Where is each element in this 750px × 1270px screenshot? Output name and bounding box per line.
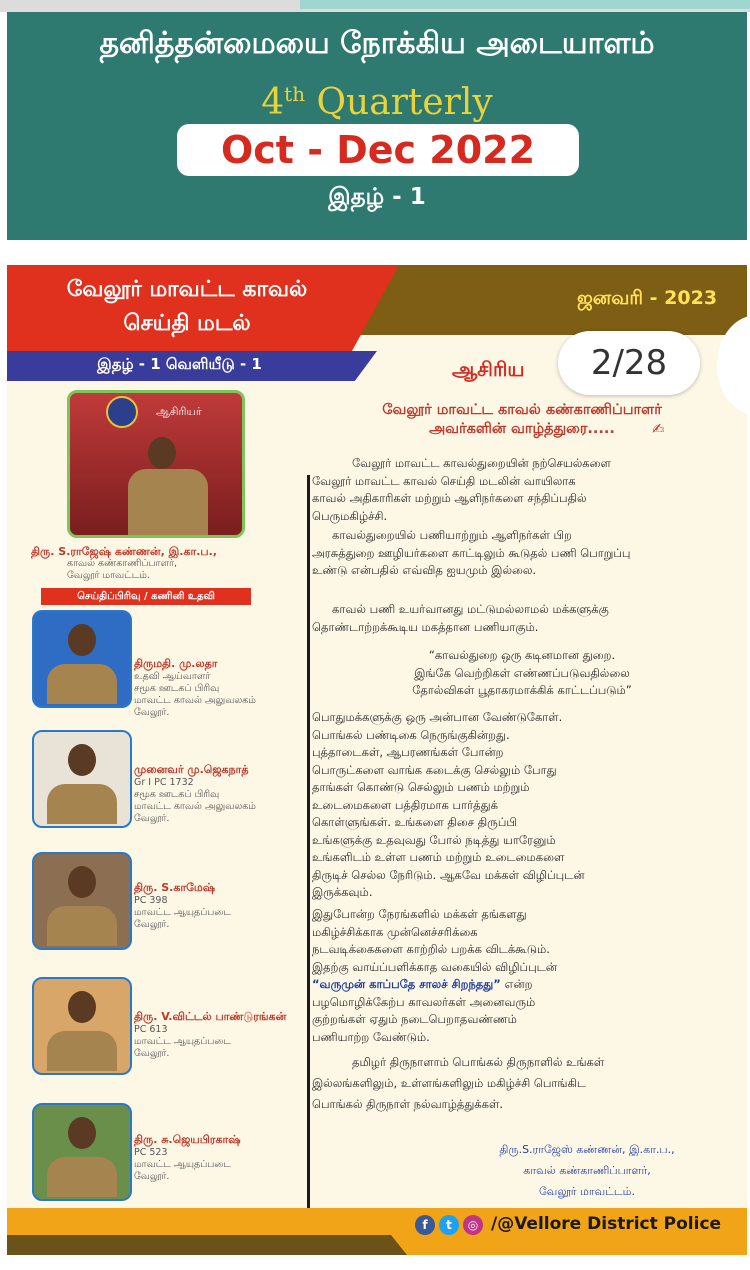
staff-name-5: திரு. சு.ஜெயபிரகாஷ்: [134, 1133, 241, 1146]
column-divider: [307, 475, 310, 1211]
facebook-icon[interactable]: f: [415, 1215, 435, 1235]
section-tag: செய்திப்பிரிவு / கணினி உதவி: [41, 588, 251, 605]
staff-name-1: திருமதி. மு.லதா: [134, 657, 218, 670]
staff-detail: சமூக ஊடகப் பிரிவு: [134, 789, 220, 800]
paragraph-line: காவல் அதிகாரிகள் மற்றும் ஆளிநர்களை சந்திப்பதில்: [312, 491, 587, 505]
uniform-shape: [47, 906, 117, 946]
newsletter-title-line1: வேலூர் மாவட்ட காவல்: [66, 277, 308, 302]
quarter-label: [7, 82, 747, 123]
paragraph-line: பெருமகிழ்ச்சி.: [312, 508, 388, 523]
staff-photo-5: [32, 1103, 132, 1201]
staff-detail: வேலூர்.: [134, 1171, 170, 1182]
newsletter-title-line2: செய்தி மடல்: [123, 311, 251, 336]
signature-district: வேலூர் மாவட்டம்.: [538, 1185, 636, 1198]
paragraph-line: வேலூர் மாவட்ட காவல்துறையின் நற்செயல்களை: [352, 456, 611, 470]
social-handle[interactable]: /@Vellore District Police: [491, 1214, 722, 1234]
paragraph-line: புத்தாடைகள், ஆபரணங்கள் போன்ற: [312, 745, 504, 759]
footer-dark-band: [7, 1235, 407, 1255]
staff-detail: PC 523: [134, 1147, 168, 1158]
cover-title: தனித்தன்மையை நோக்கிய அடையாளம்: [99, 26, 655, 61]
quarter-word: Quarterly: [316, 82, 493, 123]
paragraph-line: பொங்கல் திருநாள் நல்வாழ்த்துக்கள்.: [312, 1097, 504, 1111]
instagram-icon[interactable]: ◎: [463, 1215, 483, 1235]
staff-detail: Gr I PC 1732: [134, 777, 194, 788]
staff-detail: சமூக ஊடகப் பிரிவு: [134, 683, 220, 694]
twitter-icon[interactable]: t: [439, 1215, 459, 1235]
paragraph-line: கொள்ளுங்கள். உங்களை திசை திருப்பி: [312, 815, 517, 829]
paragraph-line: குற்றங்கள் ஏதும் நடைபெறாதவண்ணம்: [312, 1012, 517, 1026]
paragraph-line: நடவடிக்கைகளை காற்றில் பறக்க விடக்கூடும்.: [312, 942, 550, 956]
editorial-label: ஆசிரிய: [452, 357, 525, 381]
paragraph-line: பழமொழிக்கேற்ப காவலர்கள் அனைவரும்: [312, 994, 536, 1009]
staff-photo-1: [32, 610, 132, 708]
newsletter-date: ஜனவரி - 2023: [576, 287, 718, 309]
paragraph-line: உங்களுக்கு உதவுவது போல் நடித்து யாரேனும்: [312, 832, 556, 847]
pen-icon: ✍: [652, 420, 665, 438]
staff-detail: வேலூர்.: [134, 707, 170, 718]
staff-detail: வேலூர்.: [134, 813, 170, 824]
cover-issue: இதழ் - 1: [328, 184, 426, 210]
quote-line: இங்கே வெற்றிகள் எண்ணப்படுவதில்லை: [414, 665, 630, 680]
person-icon: [68, 1117, 96, 1149]
paragraph-3: [312, 601, 609, 636]
page-counter: 2/28: [558, 331, 700, 395]
paragraph-1: [312, 455, 611, 525]
editor-designation: காவல் கண்காணிப்பாளர்,: [67, 558, 178, 569]
paragraph-line: மகிழ்ச்சிக்காக முன்னெச்சரிக்கை: [312, 924, 478, 939]
paragraph-line: இருக்கவும்.: [312, 885, 373, 899]
quote-block: [312, 647, 732, 700]
staff-photo-4: [32, 977, 132, 1075]
paragraph-line: பொருட்களை வாங்க கடைக்கு செல்லும் போது: [312, 762, 557, 777]
uniform-shape: [47, 784, 117, 824]
person-icon: [148, 437, 176, 469]
person-icon: [68, 744, 96, 776]
staff-name-4: திரு. V.விட்டல் பாண்டுரங்கன்: [134, 1010, 287, 1023]
police-crest-icon: [106, 396, 138, 428]
paragraph-4: [312, 709, 585, 902]
paragraph-line: வேலூர் மாவட்ட காவல் செய்தி மடலின் வாயிலாக: [312, 473, 576, 488]
quote-line: தோல்விகள் பூதாகரமாக்கிக் காட்டப்படும்”: [412, 683, 632, 697]
staff-detail: உதவி ஆய்வாளர்: [134, 671, 211, 682]
proverb: “வருமுன் காப்பதே சாலச் சிறந்தது”: [312, 977, 501, 991]
quote-line: “காவல்துறை ஒரு கடினமான துறை.: [428, 648, 616, 662]
staff-detail: வேலூர்.: [134, 919, 170, 930]
paragraph-2: [312, 527, 630, 580]
staff-photo-2: [32, 730, 132, 828]
paragraph-line: உடைமைகளை பத்திரமாக பார்த்துக்: [312, 797, 498, 812]
quarter-number: 4: [261, 82, 285, 123]
top-strip-accent: [300, 0, 750, 9]
paragraph-6: [312, 1052, 604, 1115]
uniform-shape: [47, 1031, 117, 1071]
uniform-shape: [47, 1157, 117, 1197]
headline-line2: அவர்களின் வாழ்த்துரை.....: [429, 421, 615, 437]
uniform-shape: [128, 469, 208, 535]
proverb-suffix: என்ற: [500, 977, 533, 991]
paragraph-line: இல்லங்களிலும், உள்ளங்களிலும் மகிழ்ச்சி பொங்கிட: [312, 1076, 587, 1090]
paragraph-5: [312, 906, 557, 1046]
paragraph-line: தாங்கள் கொண்டு செல்லும் பணம் மற்றும்: [312, 780, 530, 794]
signature-designation: காவல் கண்காணிப்பாளர்,: [523, 1164, 651, 1177]
signature-block: [437, 1139, 737, 1202]
staff-detail: PC 613: [134, 1024, 168, 1035]
paragraph-line: காவல்துறையில் பணியாற்றும் ஆளிநர்கள் பிற: [332, 528, 572, 542]
paragraph-line: காவல் பணி உயர்வானது மட்டுமல்லாமல் மக்களுக்கு: [332, 602, 609, 616]
staff-detail: மாவட்ட ஆயுதப்படை: [134, 907, 231, 918]
staff-name-3: திரு. S.காமேஷ்: [134, 881, 216, 894]
editor-name: திரு. S.ராஜேஷ் கண்ணன், இ.கா.ப.,: [31, 545, 217, 558]
paragraph-line: பொதுமக்களுக்கு ஒரு அன்பான வேண்டுகோள்.: [312, 710, 563, 724]
staff-photo-3: [32, 852, 132, 950]
staff-detail: மாவட்ட காவல் அலுவலகம்: [134, 801, 256, 812]
paragraph-line: இதுபோன்ற நேரங்களில் மக்கள் தங்களது: [312, 907, 527, 921]
staff-detail: வேலூர்.: [134, 1048, 170, 1059]
period-badge: Oct - Dec 2022: [177, 124, 579, 176]
staff-detail: மாவட்ட ஆயுதப்படை: [134, 1036, 231, 1047]
quarter-suffix: th: [284, 82, 306, 106]
person-icon: [68, 624, 96, 656]
person-icon: [68, 991, 96, 1023]
paragraph-line: பணியாற்ற வேண்டும்.: [312, 1029, 430, 1044]
staff-name-2: முனைவர் மு.ஜெகநாத்: [134, 763, 249, 776]
editor-photo: [67, 390, 245, 538]
newsletter-page: [7, 265, 747, 1255]
footer-bar: [7, 1208, 747, 1255]
paragraph-line: அரசுத்துறை ஊழியர்களை காட்டிலும் கூடுதல் பணி பொறுப்பு: [312, 545, 631, 560]
staff-detail: மாவட்ட காவல் அலுவலகம்: [134, 695, 256, 706]
headline-line1: வேலூர் மாவட்ட காவல் கண்காணிப்பாளர்: [382, 402, 662, 418]
newsletter-title: [7, 273, 367, 341]
issue-band-text: இதழ் - 1 வெளியீடு - 1: [97, 355, 262, 373]
signature-name: திரு.S.ராஜேஸ் கண்ணன், இ.கா.ப.,: [499, 1143, 675, 1156]
person-icon: [68, 866, 96, 898]
uniform-shape: [47, 664, 117, 704]
paragraph-line: தமிழர் திருநாளாம் பொங்கல் திருநாளில் உங்கள்: [352, 1055, 605, 1069]
paragraph-line: உண்டு என்பதில் எவ்வித ஐயமும் இல்லை.: [312, 563, 537, 577]
staff-detail: மாவட்ட ஆயுதப்படை: [134, 1159, 231, 1170]
editor-district: வேலூர் மாவட்டம்.: [67, 570, 150, 581]
paragraph-line: திருடிச் செல்ல நேரிடும். ஆகவே மக்கள் விழிப்புடன்: [312, 867, 585, 882]
paragraph-line: பொங்கல் பண்டிகை நெருங்குகின்றது.: [312, 727, 510, 742]
top-strip: [0, 0, 750, 12]
staff-detail: PC 398: [134, 895, 168, 906]
editor-tag: ஆசிரியர்: [156, 405, 202, 418]
paragraph-line: இதற்கு வாய்ப்பளிக்காத வகையில் விழிப்புடன்: [312, 959, 557, 974]
proverb-line: [312, 976, 557, 994]
cover-panel: [7, 12, 747, 240]
paragraph-line: உங்களிடம் உள்ள பணம் மற்றும் உடைமைகளை: [312, 850, 565, 864]
paragraph-line: தொண்டாற்றக்கூடிய மகத்தான பணியாகும்.: [312, 619, 539, 634]
